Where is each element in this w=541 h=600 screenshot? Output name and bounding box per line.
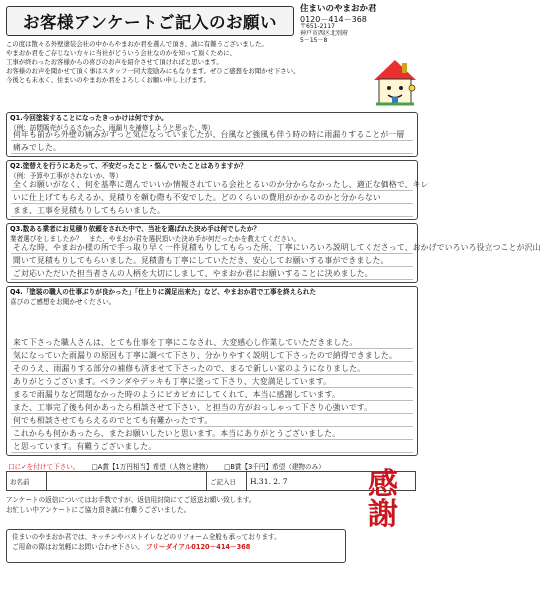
b-prize-checkbox[interactable]: □B賞【3千円】希望（建物のみ）: [224, 463, 325, 471]
question-2-example: （例：予算や工事がされないか、等）: [10, 171, 123, 180]
company-info: [300, 5, 418, 45]
name-label: お名前: [7, 472, 47, 490]
title-box: [6, 6, 294, 36]
free-dial: フリーダイアル0120－414－368: [145, 542, 251, 551]
answer-line: 全くお願いがなく、何を基準に選んでいいか情報されている会社とるいのか分からなかったし、適正な価格で、キレ: [13, 180, 429, 190]
company-address-line2: 5－15－8: [300, 36, 328, 44]
a-prize-checkbox[interactable]: □A賞【1万円相当】希望（人物と建物）: [91, 463, 213, 471]
thanks-line: お忙しい中アンケートにご協力頂き誠に有難うございました。: [6, 505, 191, 514]
company-address-line1: 神戸市西区北別府: [300, 29, 349, 37]
question-4-example: 喜びのご感想をお聞かせください。: [10, 297, 116, 306]
footer-line-2: [12, 543, 340, 553]
date-label: ご記入日: [207, 472, 247, 490]
question-text: 今回塗装することになったきっかけは何ですか。: [22, 114, 168, 122]
answer-line: 何年も前から外壁の痛みがずっと気になっていましたが、台風など強風も伴う時の時に雨漏りすることが一層: [13, 130, 405, 140]
footer-contact-text: ご用命の際はお気軽にお問い合わせ下さい。: [12, 542, 144, 551]
answer-line: 痛みでした。: [13, 143, 61, 153]
answer-line: ありがとうございます。ベランダやデッキも丁寧に塗って下さり、大変満足しています。: [13, 377, 332, 387]
page-title: お客様アンケートご記入のお願い: [22, 13, 277, 32]
question-number: Q2.: [10, 162, 23, 170]
answer-line: ご対応いただいた担当者さんの人柄を大切にしまして、やまおか君にお願いすることに決めました。: [13, 269, 373, 279]
question-number: Q3.: [10, 225, 23, 233]
answer-line: と思っています。有難うございました。: [13, 442, 157, 452]
check-instruction: 口に✓を付けて下さい。: [8, 463, 80, 471]
company-postal-code: 〒651-2117: [300, 22, 335, 30]
question-text: 塗替えを行うにあたって、不安だったこと・悩んでいたことはありますか？: [22, 162, 247, 170]
kansha-char-1: 感: [368, 467, 398, 502]
question-4-heading: [7, 287, 417, 297]
answer-4-area[interactable]: [11, 336, 413, 453]
return-note: [6, 496, 256, 515]
answer-line: 気になっていた雨漏りの原因も丁寧に調べて下さり、分かりやすく説明して下さったので納得できました。: [13, 351, 397, 361]
kansha-char-2: 謝: [368, 497, 398, 532]
answer-line: まるで雨漏りなど問題なかった時のようにピカピカにしてくれて、本当に感謝しています。: [13, 390, 341, 400]
intro-line: 工事が終わったお客様からの喜びのお声を紹介させて頂ければと思います。: [6, 58, 223, 67]
answer-line: 何でも相談させてもらえるのでとても有難かったです。: [13, 416, 213, 426]
question-2-box: [6, 160, 429, 220]
intro-line: やまおか君をご存じない方々に当社がどういう会社なのかを知って頂くために、: [6, 49, 237, 58]
answer-line: いに仕上げてもらえるか、見積りを頼む際も不安でした。どのくらいの費用がかかるのかと分からない: [13, 193, 381, 203]
name-field[interactable]: [47, 472, 207, 490]
answer-line: 来て下さった職人さんは、とても仕事を丁寧にこなされ、大変感心し作業していただきました。: [13, 338, 358, 348]
question-2-heading: [7, 161, 417, 171]
question-text: 数ある業者にお見積り依頼をされた中で、当社を選ばれた決め手は何でしたか？: [22, 225, 260, 233]
date-field[interactable]: H.31. 2. 7: [250, 476, 288, 486]
prize-selection: [8, 461, 325, 471]
question-4-box: [6, 286, 418, 456]
question-3-box: [6, 223, 541, 283]
intro-line: お客様のお声を聞かせて頂く事はスタッフ一同大変励みにもなります。ぜひご感想をお聞かせ下さい。: [6, 67, 300, 76]
footer-line-1: 住まいのやまおか君では、キッチンやバストイレなどのリフォーム全般も承っております。: [12, 533, 281, 541]
question-3-heading: [7, 224, 417, 234]
intro-line: この度は散々る外壁塗装会社の中からやまおか君を選んで頂き、誠に有難うございました。: [6, 40, 268, 48]
intro-text: [6, 40, 306, 85]
question-1-heading: [7, 113, 417, 123]
question-1-box: [6, 112, 418, 157]
answer-line: そのうえ、雨漏りする部分の補修も済ませて下さったので、まるで新しい家のようになりました。: [13, 364, 366, 374]
question-number: Q4.: [10, 288, 23, 296]
answer-line: これからも何かあったら、またお願いしたいと思います。本当にありがとうございました。: [13, 429, 341, 439]
intro-line: 今後とも末永く、住まいのやまおか君をよろしくお願い申し上げます。: [6, 76, 210, 85]
company-phone: 0120－414－368: [300, 14, 367, 24]
question-1-example: （例：訪問販売がうるさかった、雨漏りを補修しようと思った、等）: [10, 123, 215, 132]
answer-line: 聞いて見積もりしてもらいました。見積書も丁寧にしていただき、安心してお願いする事ができました。: [13, 256, 389, 266]
footer-box: [6, 529, 346, 563]
answer-2-area[interactable]: [11, 178, 429, 217]
answer-1-area[interactable]: [11, 128, 413, 154]
answer-line: まま、工事を見積もりしてもらいました。: [13, 206, 165, 216]
answer-3-area[interactable]: [11, 241, 541, 280]
answer-line: また、工事完了後も何かあったら相談させて下さい、と担当の方がおっしゃって下さり心強いです。: [13, 403, 373, 413]
kansha-calligraphy: [350, 467, 416, 568]
return-note-line: アンケートの返信についてはお手数ですが、返信用封筒にてご返送お願い致します。: [6, 496, 256, 504]
question-number: Q1.: [10, 114, 23, 122]
house-mascot-icon: [372, 58, 418, 110]
question-text: 「塗装の職人の仕事ぶりが良かった」「仕上りに満足出来た」など、やまおか君で工事を終えられた: [22, 288, 317, 296]
answer-line: そんな時、やまおか様の所で手っ取り早く一件見積もりしてもらった所、丁寧にいろいろ説明してくださって、おかげでいろいろ役立つことが沢山: [13, 243, 541, 253]
question-3-example: 業者選びをしましたか？ また、やまおか君を選択頂いた決め手が何だったかを教えてください。: [10, 234, 301, 243]
company-name: 住まいのやまおか君: [300, 4, 377, 14]
